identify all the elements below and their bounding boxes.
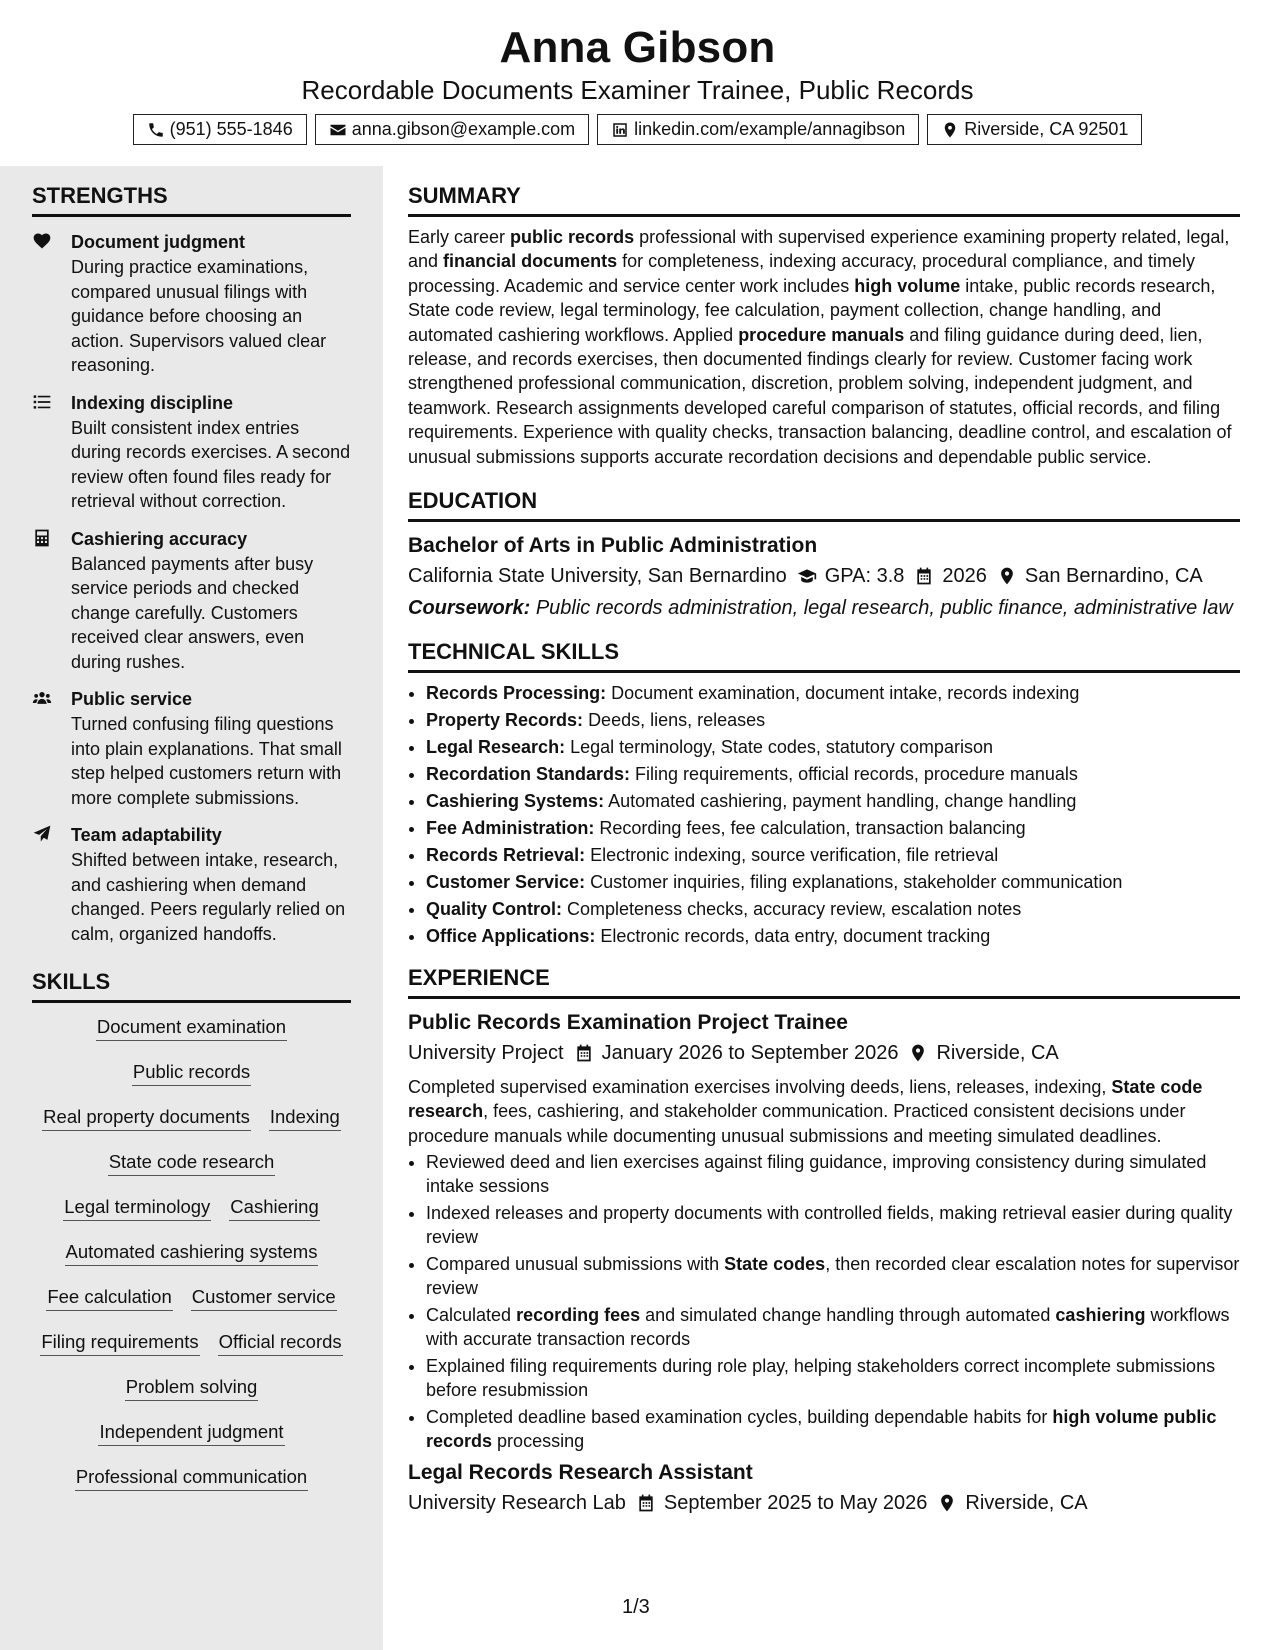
map-pin-icon (941, 121, 959, 139)
strength-desc: During practice examinations, compared unusual filings with guidance before choosing an action. Supervisors valued clear reasoning. (71, 257, 327, 375)
resume-header (0, 0, 1275, 166)
coursework-label: Coursework: (408, 597, 531, 620)
education-heading: EDUCATION (408, 487, 1240, 522)
skill-tag: Real property documents (42, 1105, 251, 1131)
heart-icon (32, 231, 52, 251)
strength-title: Cashiering accuracy (71, 528, 248, 549)
education-meta (408, 562, 1240, 590)
experience-heading: EXPERIENCE (408, 964, 1240, 999)
strength-desc: Turned confusing filing questions into plain explanations. That small step helped customers return with more complete submissions. (71, 714, 342, 808)
phone-icon (147, 121, 165, 139)
map-pin-icon (937, 1493, 957, 1513)
list-item: • Records Processing: Document examination, document intake, records indexing (426, 681, 1240, 705)
skills-heading: SKILLS (32, 968, 351, 1003)
list-item: • Cashiering Systems: Automated cashiering, payment handling, change handling (426, 789, 1240, 813)
calculator-icon (32, 528, 52, 548)
strength-desc: Built consistent index entries during records exercises. A second review often found files ready for retrieval without correction. (71, 417, 351, 511)
contact-location (927, 114, 1142, 145)
strength-title: Team adaptability (71, 825, 222, 845)
job-org: University Project (408, 1042, 564, 1065)
skill-tag: Cashiering (229, 1195, 319, 1221)
skill-tag: Professional communication (75, 1465, 308, 1491)
list-item: • Records Retrieval: Electronic indexing, source verification, file retrieval (426, 843, 1240, 867)
technical-skills-heading: TECHNICAL SKILLS (408, 638, 1240, 673)
list-item: • Quality Control: Completeness checks, accuracy review, escalation notes (426, 897, 1240, 921)
main-column (408, 166, 1240, 1517)
coursework (408, 596, 1240, 620)
summary-text: Early career public records professional with supervised experience examining property related, legal, and financial documents for completeness, indexing accuracy, procedural compliance, and timely processing. Academic and service center work includes high volume intake, public records research, State code review, legal terminology, fee calculation, payment collection, change handling, and automated cashiering workflows. Applied procedure manuals and filing guidance during deed, lien, release, and records exercises, then documented findings clearly for review. Customer facing work strengthened professional communication, discretion, problem solving, independent judgment, and teamwork. Research assignments developed careful comparison of statutes, official records, and filing requirements. Experience with quality checks, transaction balancing, deadline control, and escalation of unusual submissions supports accurate recordation decisions and dependable public service. (408, 227, 1232, 467)
school-name: California State University, San Bernardino (408, 565, 787, 588)
strength-item (32, 686, 351, 810)
school-location: San Bernardino, CA (1024, 565, 1203, 588)
job-meta (408, 1039, 1240, 1067)
phone-text: (951) 555-1846 (169, 119, 293, 139)
coursework-text: Public records administration, legal research, public finance, administrative law (535, 597, 1233, 620)
list-item: • Fee Administration: Recording fees, fee calculation, transaction balancing (426, 816, 1240, 840)
list-item: • Property Records: Deeds, liens, releases (426, 708, 1240, 732)
strength-desc: Shifted between intake, research, and cashiering when demand changed. Peers regularly relied on calm, organized handoffs. (71, 850, 346, 944)
candidate-title: Recordable Documents Examiner Trainee, Public Records (301, 75, 974, 105)
calendar-icon (914, 566, 934, 586)
skill-tag: Customer service (191, 1285, 337, 1311)
contact-bar (0, 114, 1275, 145)
users-icon (32, 688, 52, 708)
list-item: • Legal Research: Legal terminology, State codes, statutory comparison (426, 735, 1240, 759)
summary-heading: SUMMARY (408, 182, 1240, 217)
skill-tag: Independent judgment (98, 1420, 284, 1446)
job-org: University Research Lab (408, 1492, 626, 1515)
list-icon (32, 392, 52, 412)
graduation-cap-icon (797, 566, 817, 586)
technical-skills-list (408, 681, 1240, 948)
calendar-icon (574, 1043, 594, 1063)
list-item: • Recordation Standards: Filing requirements, official records, procedure manuals (426, 762, 1240, 786)
strength-item (32, 390, 351, 514)
strength-title: Indexing discipline (71, 392, 234, 413)
linkedin-icon (611, 121, 629, 139)
strength-item (32, 526, 351, 675)
job-meta (408, 1489, 1240, 1517)
degree-title: Bachelor of Arts in Public Administration (408, 534, 818, 558)
skill-tag: Indexing (269, 1105, 341, 1131)
list-item: • Customer Service: Customer inquiries, filing explanations, stakeholder communication (426, 870, 1240, 894)
skill-tag: Legal terminology (63, 1195, 211, 1221)
envelope-icon (329, 121, 347, 139)
list-item: • Indexed releases and property documents with controlled fields, making retrieval easier during quality review (426, 1201, 1240, 1249)
strength-item (32, 229, 351, 378)
skill-tag: Document examination (96, 1015, 287, 1041)
graduation-year: 2026 (942, 565, 987, 588)
strength-item (32, 822, 351, 946)
calendar-icon (636, 1493, 656, 1513)
gpa-text: GPA: 3.8 (824, 565, 905, 588)
list-item: • Completed deadline based examination cycles, building dependable habits for high volume public records processing (426, 1405, 1240, 1453)
page-number: 1/3 (622, 1596, 650, 1618)
map-pin-icon (997, 566, 1017, 586)
skill-tag: State code research (108, 1150, 276, 1176)
list-item: • Compared unusual submissions with State codes, then recorded clear escalation notes for supervisor review (426, 1252, 1240, 1300)
skills-list (32, 1015, 351, 1510)
job-bullets (408, 1150, 1240, 1453)
job-title: Public Records Examination Project Trainee (408, 1011, 848, 1035)
paper-plane-icon (32, 824, 52, 844)
contact-email[interactable] (315, 114, 589, 145)
job-intro: Completed supervised examination exercises involving deeds, liens, releases, indexing, State code research, fees, cashiering, and stakeholder communication. Practiced consistent decisions under procedure manuals while documenting unusual submissions and meeting simulated deadlines. (408, 1077, 1203, 1146)
strength-desc: Balanced payments after busy service periods and checked change carefully. Customers received clear answers, even during rushes. (71, 553, 314, 672)
linkedin-text: linkedin.com/example/annagibson (634, 119, 906, 139)
skill-tag: Official records (218, 1330, 343, 1356)
job-location: Riverside, CA (965, 1492, 1088, 1515)
skill-tag: Automated cashiering systems (65, 1240, 319, 1266)
email-text: anna.gibson@example.com (351, 119, 576, 139)
list-item: • Office Applications: Electronic records, data entry, document tracking (426, 924, 1240, 948)
job-title: Legal Records Research Assistant (408, 1461, 753, 1485)
location-text: Riverside, CA 92501 (964, 119, 1129, 139)
job-dates: September 2025 to May 2026 (663, 1492, 928, 1515)
skill-tag: Fee calculation (46, 1285, 172, 1311)
list-item: • Reviewed deed and lien exercises against filing guidance, improving consistency during simulated intake sessions (426, 1150, 1240, 1198)
contact-phone[interactable] (133, 114, 307, 145)
sidebar (0, 166, 383, 1650)
list-item: • Explained filing requirements during role play, helping stakeholders correct incomplete submissions before resubmission (426, 1354, 1240, 1402)
skill-tag: Problem solving (125, 1375, 259, 1401)
skill-tag: Filing requirements (40, 1330, 199, 1356)
candidate-name: Anna Gibson (499, 23, 776, 72)
strength-title: Public service (71, 689, 193, 709)
map-pin-icon (908, 1043, 928, 1063)
job-dates: January 2026 to September 2026 (601, 1042, 899, 1065)
list-item: • Calculated recording fees and simulated change handling through automated cashiering workflows with accurate transaction records (426, 1303, 1240, 1351)
strength-title: Document judgment (71, 232, 245, 252)
contact-linkedin[interactable] (597, 114, 919, 145)
job-location: Riverside, CA (936, 1042, 1059, 1065)
skill-tag: Public records (132, 1060, 251, 1086)
strengths-heading: STRENGTHS (32, 182, 351, 217)
